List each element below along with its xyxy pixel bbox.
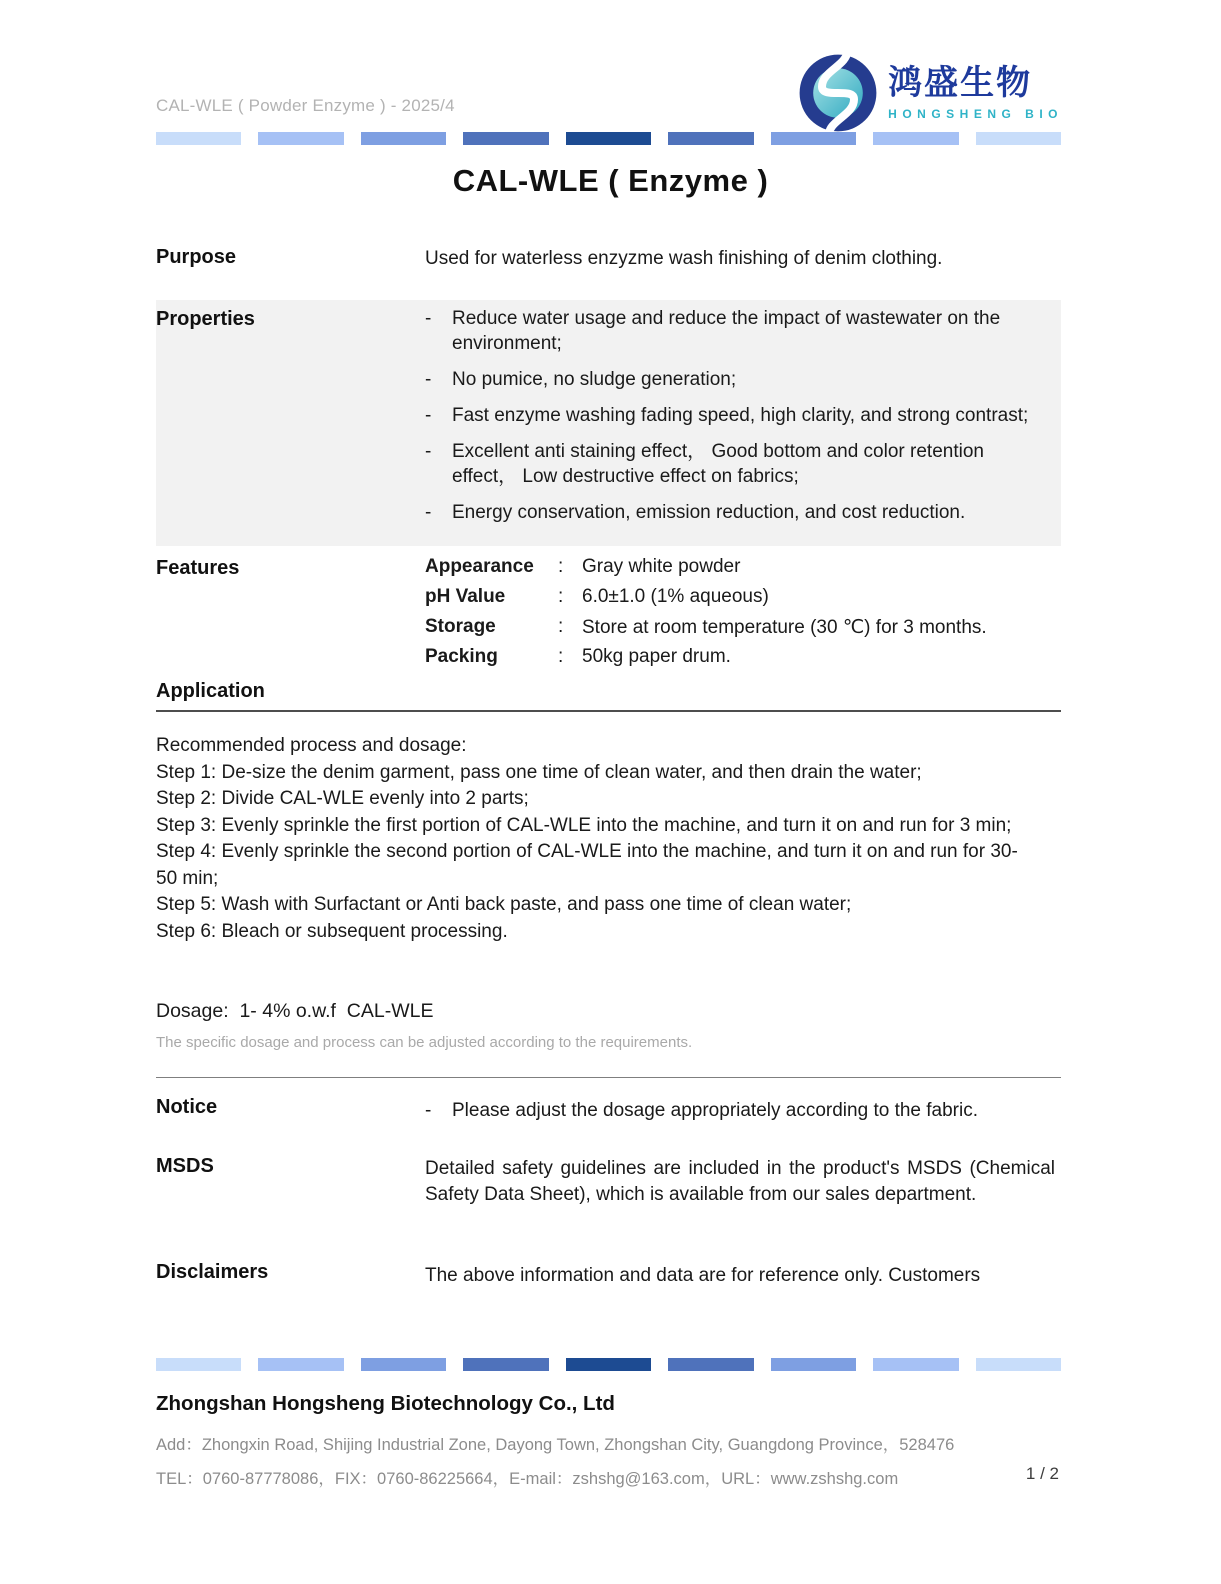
disclaimers-text: The above information and data are for reference only. Customers bbox=[425, 1265, 981, 1286]
purpose-text: Used for waterless enzyzme wash finishing of denim clothing. bbox=[425, 248, 943, 269]
feature-colon: : bbox=[558, 556, 564, 577]
property-text: Fast enzyme washing fading speed, high clarity, and strong contrast; bbox=[452, 405, 1029, 426]
feature-value: 6.0±1.0 (1% aqueous) bbox=[582, 586, 769, 607]
bar-segment bbox=[258, 1358, 343, 1371]
property-item bbox=[425, 367, 1031, 392]
application-label: Application bbox=[156, 680, 265, 702]
features-label: Features bbox=[156, 557, 240, 579]
footer-address: Add：Zhongxin Road, Shijing Industrial Zone, Dayong Town, Zhongshan City, Guangdong Province，528476 bbox=[156, 1436, 955, 1454]
feature-name: pH Value bbox=[425, 586, 506, 607]
feature-name: Appearance bbox=[425, 556, 534, 577]
application-steps bbox=[156, 733, 1026, 945]
bullet-dash: - bbox=[425, 369, 432, 390]
application-divider bbox=[156, 710, 1061, 712]
feature-colon: : bbox=[558, 586, 564, 607]
dosage-note: The specific dosage and process can be adjusted according to the requirements. bbox=[156, 1034, 693, 1051]
application-line: Step 6: Bleach or subsequent processing. bbox=[156, 920, 508, 942]
bar-segment bbox=[771, 1358, 856, 1371]
document-reference: CAL-WLE ( Powder Enzyme ) - 2025/4 bbox=[156, 96, 455, 115]
bar-segment bbox=[361, 132, 446, 145]
bar-segment bbox=[566, 132, 651, 145]
notice-text: Please adjust the dosage appropriately according to the fabric. bbox=[452, 1100, 978, 1121]
logo-chinese-name: 鸿盛生物 bbox=[888, 63, 1033, 104]
page-number: 1 / 2 bbox=[1025, 1464, 1059, 1483]
bar-segment bbox=[361, 1358, 446, 1371]
notice-item bbox=[425, 1098, 1061, 1123]
features-table bbox=[425, 556, 1061, 676]
feature-name: Packing bbox=[425, 646, 498, 667]
feature-row bbox=[425, 556, 1061, 586]
property-item bbox=[425, 306, 1031, 356]
bar-segment bbox=[463, 1358, 548, 1371]
application-line: Step 5: Wash with Surfactant or Anti back paste, and pass one time of clean water; bbox=[156, 894, 852, 915]
property-item bbox=[425, 403, 1031, 428]
feature-value: Store at room temperature (30 ℃) for 3 months. bbox=[582, 617, 987, 638]
bar-segment bbox=[771, 132, 856, 145]
msds-label: MSDS bbox=[156, 1155, 214, 1177]
property-text: Energy conservation, emission reduction, and cost reduction. bbox=[452, 502, 966, 523]
property-text: Excellent anti staining effect， Good bottom and color retention effect， Low destructive effect on fabrics; bbox=[452, 441, 984, 487]
footer-company-name: Zhongshan Hongsheng Biotechnology Co., Ltd bbox=[156, 1392, 615, 1415]
bar-segment bbox=[258, 132, 343, 145]
application-line: Recommended process and dosage: bbox=[156, 735, 467, 756]
footer-contact: TEL：0760-87778086，FIX：0760-86225664，E-mail：zshshg@163.com，URL：www.zshshg.com bbox=[156, 1470, 899, 1488]
bar-segment bbox=[156, 132, 241, 145]
logo-circle-icon bbox=[798, 52, 878, 134]
bullet-dash: - bbox=[425, 308, 432, 329]
bar-segment bbox=[976, 1358, 1061, 1371]
notice-label: Notice bbox=[156, 1096, 218, 1118]
property-item bbox=[425, 500, 1031, 525]
logo-text bbox=[888, 65, 1063, 120]
feature-name: Storage bbox=[425, 616, 496, 637]
bullet-dash: - bbox=[425, 502, 432, 523]
feature-colon: : bbox=[558, 646, 564, 667]
dosage-line: Dosage: 1- 4% o.w.f CAL-WLE bbox=[156, 1000, 434, 1022]
feature-value: Gray white powder bbox=[582, 556, 741, 577]
footer-divider-bar bbox=[156, 1358, 1061, 1371]
properties-label: Properties bbox=[156, 308, 255, 330]
logo-english-name: HONGSHENG BIO bbox=[888, 106, 1063, 121]
bar-segment bbox=[873, 132, 958, 145]
bar-segment bbox=[668, 1358, 753, 1371]
property-item bbox=[425, 439, 1031, 489]
property-text: No pumice, no sludge generation; bbox=[452, 369, 737, 390]
bullet-dash: - bbox=[425, 441, 432, 462]
application-line: Step 3: Evenly sprinkle the first portion of CAL-WLE into the machine, and turn it on and run for 3 min; bbox=[156, 814, 1012, 836]
bar-segment bbox=[976, 132, 1061, 145]
bar-segment bbox=[566, 1358, 651, 1371]
bar-segment bbox=[156, 1358, 241, 1371]
page-title: CAL-WLE ( Enzyme ) bbox=[452, 163, 769, 198]
properties-list bbox=[425, 306, 1031, 536]
application-line: Step 4: Evenly sprinkle the second portion of CAL-WLE into the machine, and turn it on and run for 30-50 min; bbox=[156, 841, 1018, 889]
header-divider-bar bbox=[156, 132, 1061, 145]
application-line: Step 1: De-size the denim garment, pass one time of clean water, and then drain the water; bbox=[156, 761, 922, 783]
bar-segment bbox=[668, 132, 753, 145]
feature-value: 50kg paper drum. bbox=[582, 646, 731, 667]
application-line: Step 2: Divide CAL-WLE evenly into 2 parts; bbox=[156, 788, 529, 809]
property-text: Reduce water usage and reduce the impact of wastewater on the environment; bbox=[452, 308, 1001, 354]
bullet-dash: - bbox=[425, 1100, 432, 1121]
notice-divider bbox=[156, 1077, 1061, 1078]
bullet-dash: - bbox=[425, 405, 432, 426]
feature-row bbox=[425, 586, 1061, 616]
feature-row bbox=[425, 616, 1061, 646]
disclaimers-label: Disclaimers bbox=[156, 1261, 269, 1283]
feature-row bbox=[425, 646, 1061, 676]
company-logo bbox=[798, 52, 1063, 134]
feature-colon: : bbox=[558, 616, 564, 637]
bar-segment bbox=[463, 132, 548, 145]
bar-segment bbox=[873, 1358, 958, 1371]
msds-text: Detailed safety guidelines are included in the product's MSDS (Chemical Safety Data Sheet), which is available from our sales department. bbox=[425, 1158, 1055, 1205]
purpose-label: Purpose bbox=[156, 246, 237, 268]
